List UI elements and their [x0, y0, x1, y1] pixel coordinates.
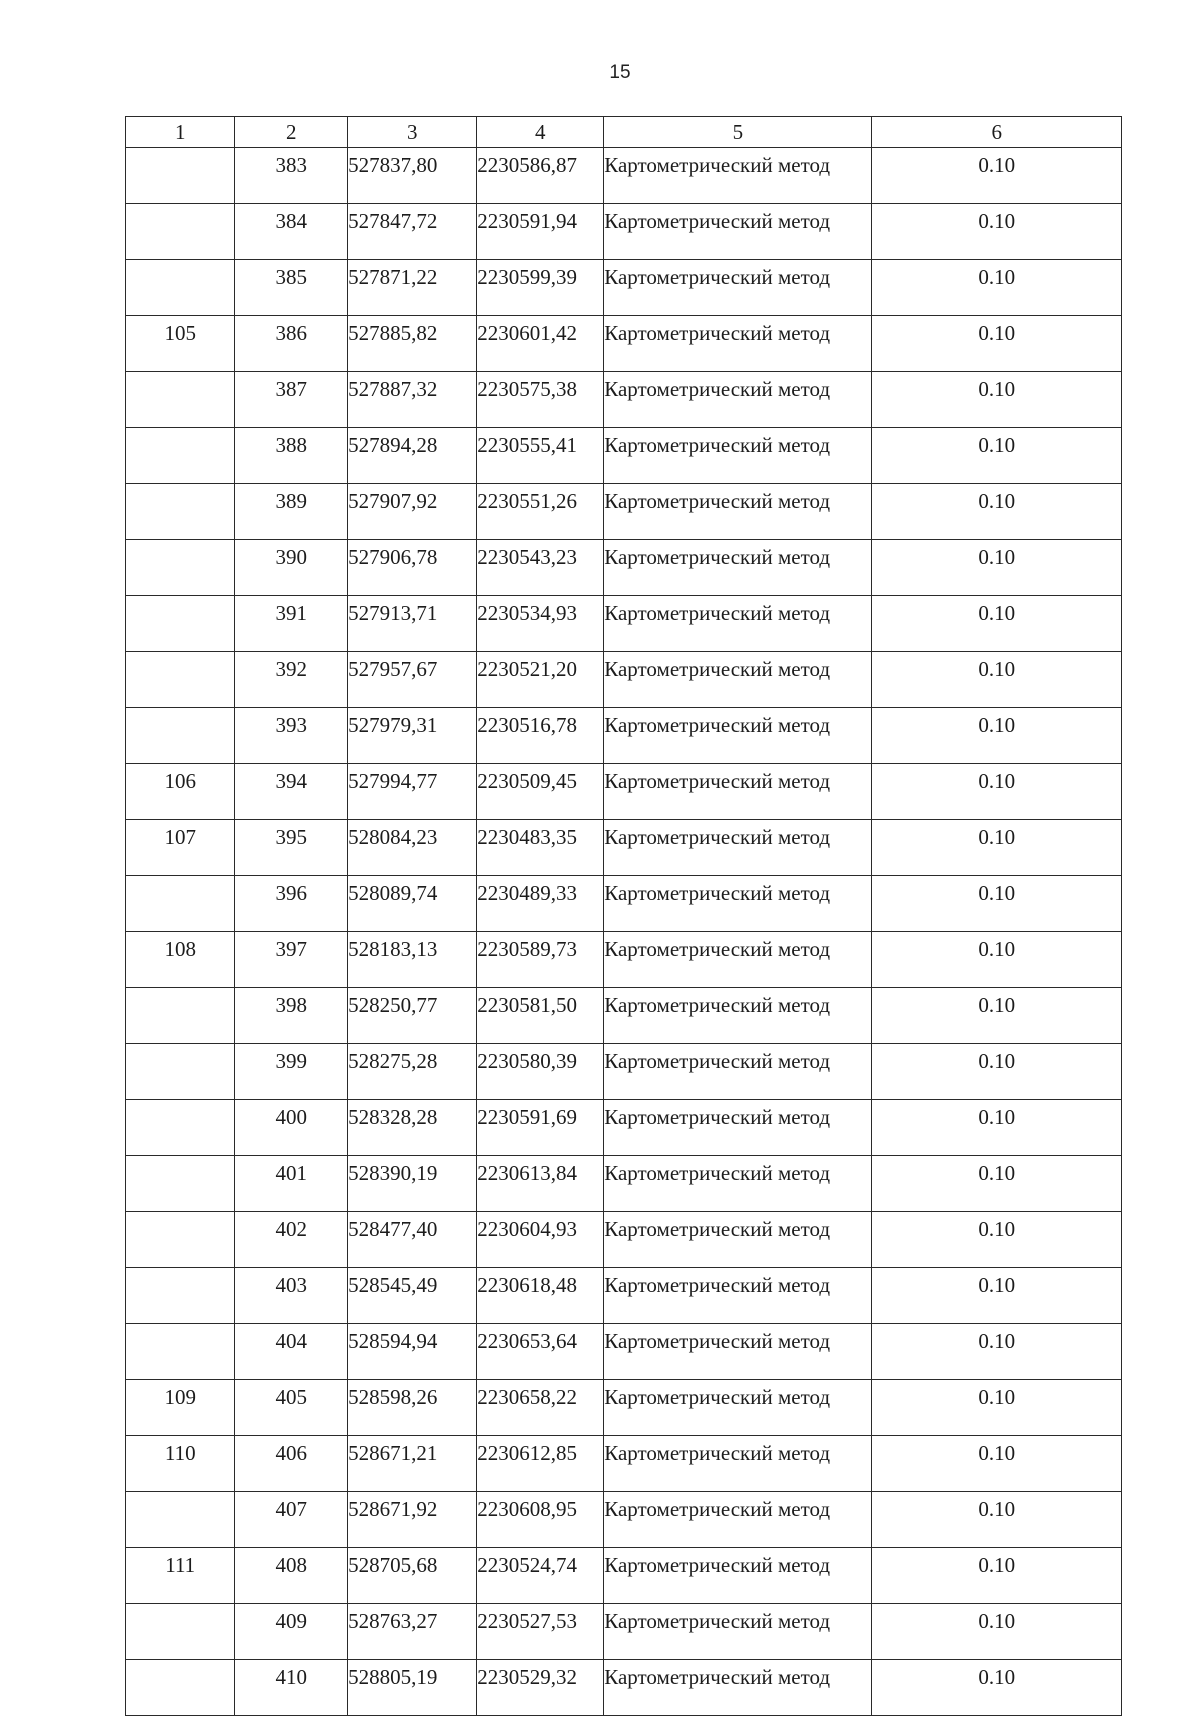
table-row	[126, 1660, 1122, 1716]
accuracy-cell: 0.10	[872, 204, 1122, 260]
y-coordinate-cell: 2230658,22	[477, 1380, 604, 1436]
y-coordinate-cell: 2230601,42	[477, 316, 604, 372]
y-coordinate-cell: 2230613,84	[477, 1156, 604, 1212]
x-coordinate-cell: 528598,26	[348, 1380, 477, 1436]
point-number-cell: 403	[235, 1268, 348, 1324]
contour-number-cell	[126, 148, 235, 204]
method-cell: Картометрический метод	[604, 204, 872, 260]
point-number-cell: 388	[235, 428, 348, 484]
x-coordinate-cell: 528084,23	[348, 820, 477, 876]
y-coordinate-cell: 2230551,26	[477, 484, 604, 540]
accuracy-cell: 0.10	[872, 596, 1122, 652]
method-cell: Картометрический метод	[604, 1156, 872, 1212]
contour-number-cell: 107	[126, 820, 235, 876]
x-coordinate-cell: 528545,49	[348, 1268, 477, 1324]
method-cell: Картометрический метод	[604, 652, 872, 708]
point-number-cell: 409	[235, 1604, 348, 1660]
accuracy-cell: 0.10	[872, 148, 1122, 204]
x-coordinate-cell: 528183,13	[348, 932, 477, 988]
table-row	[126, 1324, 1122, 1380]
method-cell: Картометрический метод	[604, 1324, 872, 1380]
contour-number-cell	[126, 204, 235, 260]
accuracy-cell: 0.10	[872, 820, 1122, 876]
table-row	[126, 1268, 1122, 1324]
y-coordinate-cell: 2230575,38	[477, 372, 604, 428]
point-number-cell: 389	[235, 484, 348, 540]
x-coordinate-cell: 528390,19	[348, 1156, 477, 1212]
point-number-cell: 399	[235, 1044, 348, 1100]
table-row	[126, 428, 1122, 484]
point-number-cell: 384	[235, 204, 348, 260]
x-coordinate-cell: 528250,77	[348, 988, 477, 1044]
point-number-cell: 386	[235, 316, 348, 372]
contour-number-cell: 108	[126, 932, 235, 988]
column-header-6: 6	[872, 117, 1122, 148]
contour-number-cell	[126, 652, 235, 708]
table-row	[126, 316, 1122, 372]
x-coordinate-cell: 528275,28	[348, 1044, 477, 1100]
accuracy-cell: 0.10	[872, 876, 1122, 932]
y-coordinate-cell: 2230604,93	[477, 1212, 604, 1268]
x-coordinate-cell: 528477,40	[348, 1212, 477, 1268]
table-row	[126, 372, 1122, 428]
point-number-cell: 407	[235, 1492, 348, 1548]
x-coordinate-cell: 527885,82	[348, 316, 477, 372]
point-number-cell: 398	[235, 988, 348, 1044]
point-number-cell: 387	[235, 372, 348, 428]
x-coordinate-cell: 528805,19	[348, 1660, 477, 1716]
y-coordinate-cell: 2230618,48	[477, 1268, 604, 1324]
x-coordinate-cell: 528671,21	[348, 1436, 477, 1492]
method-cell: Картометрический метод	[604, 1492, 872, 1548]
method-cell: Картометрический метод	[604, 1604, 872, 1660]
point-number-cell: 396	[235, 876, 348, 932]
method-cell: Картометрический метод	[604, 1044, 872, 1100]
y-coordinate-cell: 2230581,50	[477, 988, 604, 1044]
accuracy-cell: 0.10	[872, 1492, 1122, 1548]
accuracy-cell: 0.10	[872, 1660, 1122, 1716]
y-coordinate-cell: 2230612,85	[477, 1436, 604, 1492]
accuracy-cell: 0.10	[872, 540, 1122, 596]
method-cell: Картометрический метод	[604, 1100, 872, 1156]
contour-number-cell	[126, 1492, 235, 1548]
x-coordinate-cell: 527913,71	[348, 596, 477, 652]
accuracy-cell: 0.10	[872, 1100, 1122, 1156]
x-coordinate-cell: 527979,31	[348, 708, 477, 764]
accuracy-cell: 0.10	[872, 988, 1122, 1044]
table-row	[126, 820, 1122, 876]
accuracy-cell: 0.10	[872, 932, 1122, 988]
x-coordinate-cell: 527847,72	[348, 204, 477, 260]
x-coordinate-cell: 527894,28	[348, 428, 477, 484]
x-coordinate-cell: 527994,77	[348, 764, 477, 820]
y-coordinate-cell: 2230534,93	[477, 596, 604, 652]
point-number-cell: 385	[235, 260, 348, 316]
point-number-cell: 400	[235, 1100, 348, 1156]
x-coordinate-cell: 528328,28	[348, 1100, 477, 1156]
point-number-cell: 406	[235, 1436, 348, 1492]
table-row	[126, 932, 1122, 988]
table-row	[126, 484, 1122, 540]
contour-number-cell	[126, 484, 235, 540]
table-row	[126, 204, 1122, 260]
table-row	[126, 148, 1122, 204]
accuracy-cell: 0.10	[872, 708, 1122, 764]
method-cell: Картометрический метод	[604, 428, 872, 484]
contour-number-cell	[126, 1100, 235, 1156]
accuracy-cell: 0.10	[872, 1548, 1122, 1604]
accuracy-cell: 0.10	[872, 1436, 1122, 1492]
method-cell: Картометрический метод	[604, 764, 872, 820]
contour-number-cell	[126, 260, 235, 316]
contour-number-cell	[126, 708, 235, 764]
column-header-5: 5	[604, 117, 872, 148]
accuracy-cell: 0.10	[872, 1212, 1122, 1268]
contour-number-cell	[126, 876, 235, 932]
point-number-cell: 405	[235, 1380, 348, 1436]
x-coordinate-cell: 527837,80	[348, 148, 477, 204]
accuracy-cell: 0.10	[872, 652, 1122, 708]
table-row	[126, 1548, 1122, 1604]
point-number-cell: 401	[235, 1156, 348, 1212]
contour-number-cell: 105	[126, 316, 235, 372]
accuracy-cell: 0.10	[872, 1380, 1122, 1436]
y-coordinate-cell: 2230516,78	[477, 708, 604, 764]
contour-number-cell	[126, 372, 235, 428]
column-header-4: 4	[477, 117, 604, 148]
contour-number-cell	[126, 1604, 235, 1660]
method-cell: Картометрический метод	[604, 596, 872, 652]
table-row	[126, 540, 1122, 596]
table-row	[126, 708, 1122, 764]
method-cell: Картометрический метод	[604, 372, 872, 428]
table-row	[126, 1492, 1122, 1548]
method-cell: Картометрический метод	[604, 148, 872, 204]
method-cell: Картометрический метод	[604, 988, 872, 1044]
method-cell: Картометрический метод	[604, 1660, 872, 1716]
method-cell: Картометрический метод	[604, 260, 872, 316]
accuracy-cell: 0.10	[872, 1268, 1122, 1324]
point-number-cell: 410	[235, 1660, 348, 1716]
point-number-cell: 402	[235, 1212, 348, 1268]
y-coordinate-cell: 2230489,33	[477, 876, 604, 932]
x-coordinate-cell: 528594,94	[348, 1324, 477, 1380]
y-coordinate-cell: 2230555,41	[477, 428, 604, 484]
point-number-cell: 393	[235, 708, 348, 764]
y-coordinate-cell: 2230599,39	[477, 260, 604, 316]
y-coordinate-cell: 2230524,74	[477, 1548, 604, 1604]
y-coordinate-cell: 2230483,35	[477, 820, 604, 876]
point-number-cell: 397	[235, 932, 348, 988]
method-cell: Картометрический метод	[604, 932, 872, 988]
table-header-row	[126, 117, 1122, 148]
contour-number-cell	[126, 1324, 235, 1380]
method-cell: Картометрический метод	[604, 708, 872, 764]
table-row	[126, 876, 1122, 932]
table-row	[126, 652, 1122, 708]
table-row	[126, 1156, 1122, 1212]
table-row	[126, 1380, 1122, 1436]
contour-number-cell	[126, 988, 235, 1044]
method-cell: Картометрический метод	[604, 1436, 872, 1492]
method-cell: Картометрический метод	[604, 1548, 872, 1604]
y-coordinate-cell: 2230586,87	[477, 148, 604, 204]
coordinates-table	[125, 116, 1122, 1716]
point-number-cell: 408	[235, 1548, 348, 1604]
x-coordinate-cell: 528671,92	[348, 1492, 477, 1548]
y-coordinate-cell: 2230543,23	[477, 540, 604, 596]
table-row	[126, 1436, 1122, 1492]
table-row	[126, 596, 1122, 652]
accuracy-cell: 0.10	[872, 1156, 1122, 1212]
accuracy-cell: 0.10	[872, 316, 1122, 372]
column-header-2: 2	[235, 117, 348, 148]
contour-number-cell	[126, 1212, 235, 1268]
contour-number-cell	[126, 1268, 235, 1324]
table-row	[126, 1604, 1122, 1660]
point-number-cell: 395	[235, 820, 348, 876]
y-coordinate-cell: 2230589,73	[477, 932, 604, 988]
y-coordinate-cell: 2230608,95	[477, 1492, 604, 1548]
accuracy-cell: 0.10	[872, 1604, 1122, 1660]
x-coordinate-cell: 528705,68	[348, 1548, 477, 1604]
method-cell: Картометрический метод	[604, 1268, 872, 1324]
contour-number-cell: 111	[126, 1548, 235, 1604]
point-number-cell: 383	[235, 148, 348, 204]
table-row	[126, 764, 1122, 820]
table-body	[126, 148, 1122, 1716]
x-coordinate-cell: 527871,22	[348, 260, 477, 316]
accuracy-cell: 0.10	[872, 764, 1122, 820]
table-row	[126, 1044, 1122, 1100]
x-coordinate-cell: 528763,27	[348, 1604, 477, 1660]
contour-number-cell	[126, 596, 235, 652]
point-number-cell: 404	[235, 1324, 348, 1380]
x-coordinate-cell: 527887,32	[348, 372, 477, 428]
contour-number-cell: 109	[126, 1380, 235, 1436]
method-cell: Картометрический метод	[604, 876, 872, 932]
method-cell: Картометрический метод	[604, 1212, 872, 1268]
x-coordinate-cell: 528089,74	[348, 876, 477, 932]
table-row	[126, 260, 1122, 316]
point-number-cell: 394	[235, 764, 348, 820]
table-row	[126, 1212, 1122, 1268]
method-cell: Картометрический метод	[604, 1380, 872, 1436]
accuracy-cell: 0.10	[872, 1044, 1122, 1100]
accuracy-cell: 0.10	[872, 260, 1122, 316]
contour-number-cell	[126, 1660, 235, 1716]
table-row	[126, 1100, 1122, 1156]
x-coordinate-cell: 527906,78	[348, 540, 477, 596]
method-cell: Картометрический метод	[604, 484, 872, 540]
y-coordinate-cell: 2230521,20	[477, 652, 604, 708]
method-cell: Картометрический метод	[604, 820, 872, 876]
page-number: 15	[609, 62, 631, 83]
column-header-1: 1	[126, 117, 235, 148]
column-header-3: 3	[348, 117, 477, 148]
y-coordinate-cell: 2230591,69	[477, 1100, 604, 1156]
method-cell: Картометрический метод	[604, 316, 872, 372]
x-coordinate-cell: 527907,92	[348, 484, 477, 540]
accuracy-cell: 0.10	[872, 484, 1122, 540]
accuracy-cell: 0.10	[872, 372, 1122, 428]
accuracy-cell: 0.10	[872, 1324, 1122, 1380]
table-row	[126, 988, 1122, 1044]
point-number-cell: 392	[235, 652, 348, 708]
contour-number-cell	[126, 540, 235, 596]
contour-number-cell	[126, 1044, 235, 1100]
y-coordinate-cell: 2230580,39	[477, 1044, 604, 1100]
y-coordinate-cell: 2230591,94	[477, 204, 604, 260]
y-coordinate-cell: 2230529,32	[477, 1660, 604, 1716]
contour-number-cell	[126, 1156, 235, 1212]
y-coordinate-cell: 2230509,45	[477, 764, 604, 820]
y-coordinate-cell: 2230527,53	[477, 1604, 604, 1660]
x-coordinate-cell: 527957,67	[348, 652, 477, 708]
point-number-cell: 390	[235, 540, 348, 596]
point-number-cell: 391	[235, 596, 348, 652]
accuracy-cell: 0.10	[872, 428, 1122, 484]
contour-number-cell: 106	[126, 764, 235, 820]
contour-number-cell	[126, 428, 235, 484]
y-coordinate-cell: 2230653,64	[477, 1324, 604, 1380]
method-cell: Картометрический метод	[604, 540, 872, 596]
contour-number-cell: 110	[126, 1436, 235, 1492]
